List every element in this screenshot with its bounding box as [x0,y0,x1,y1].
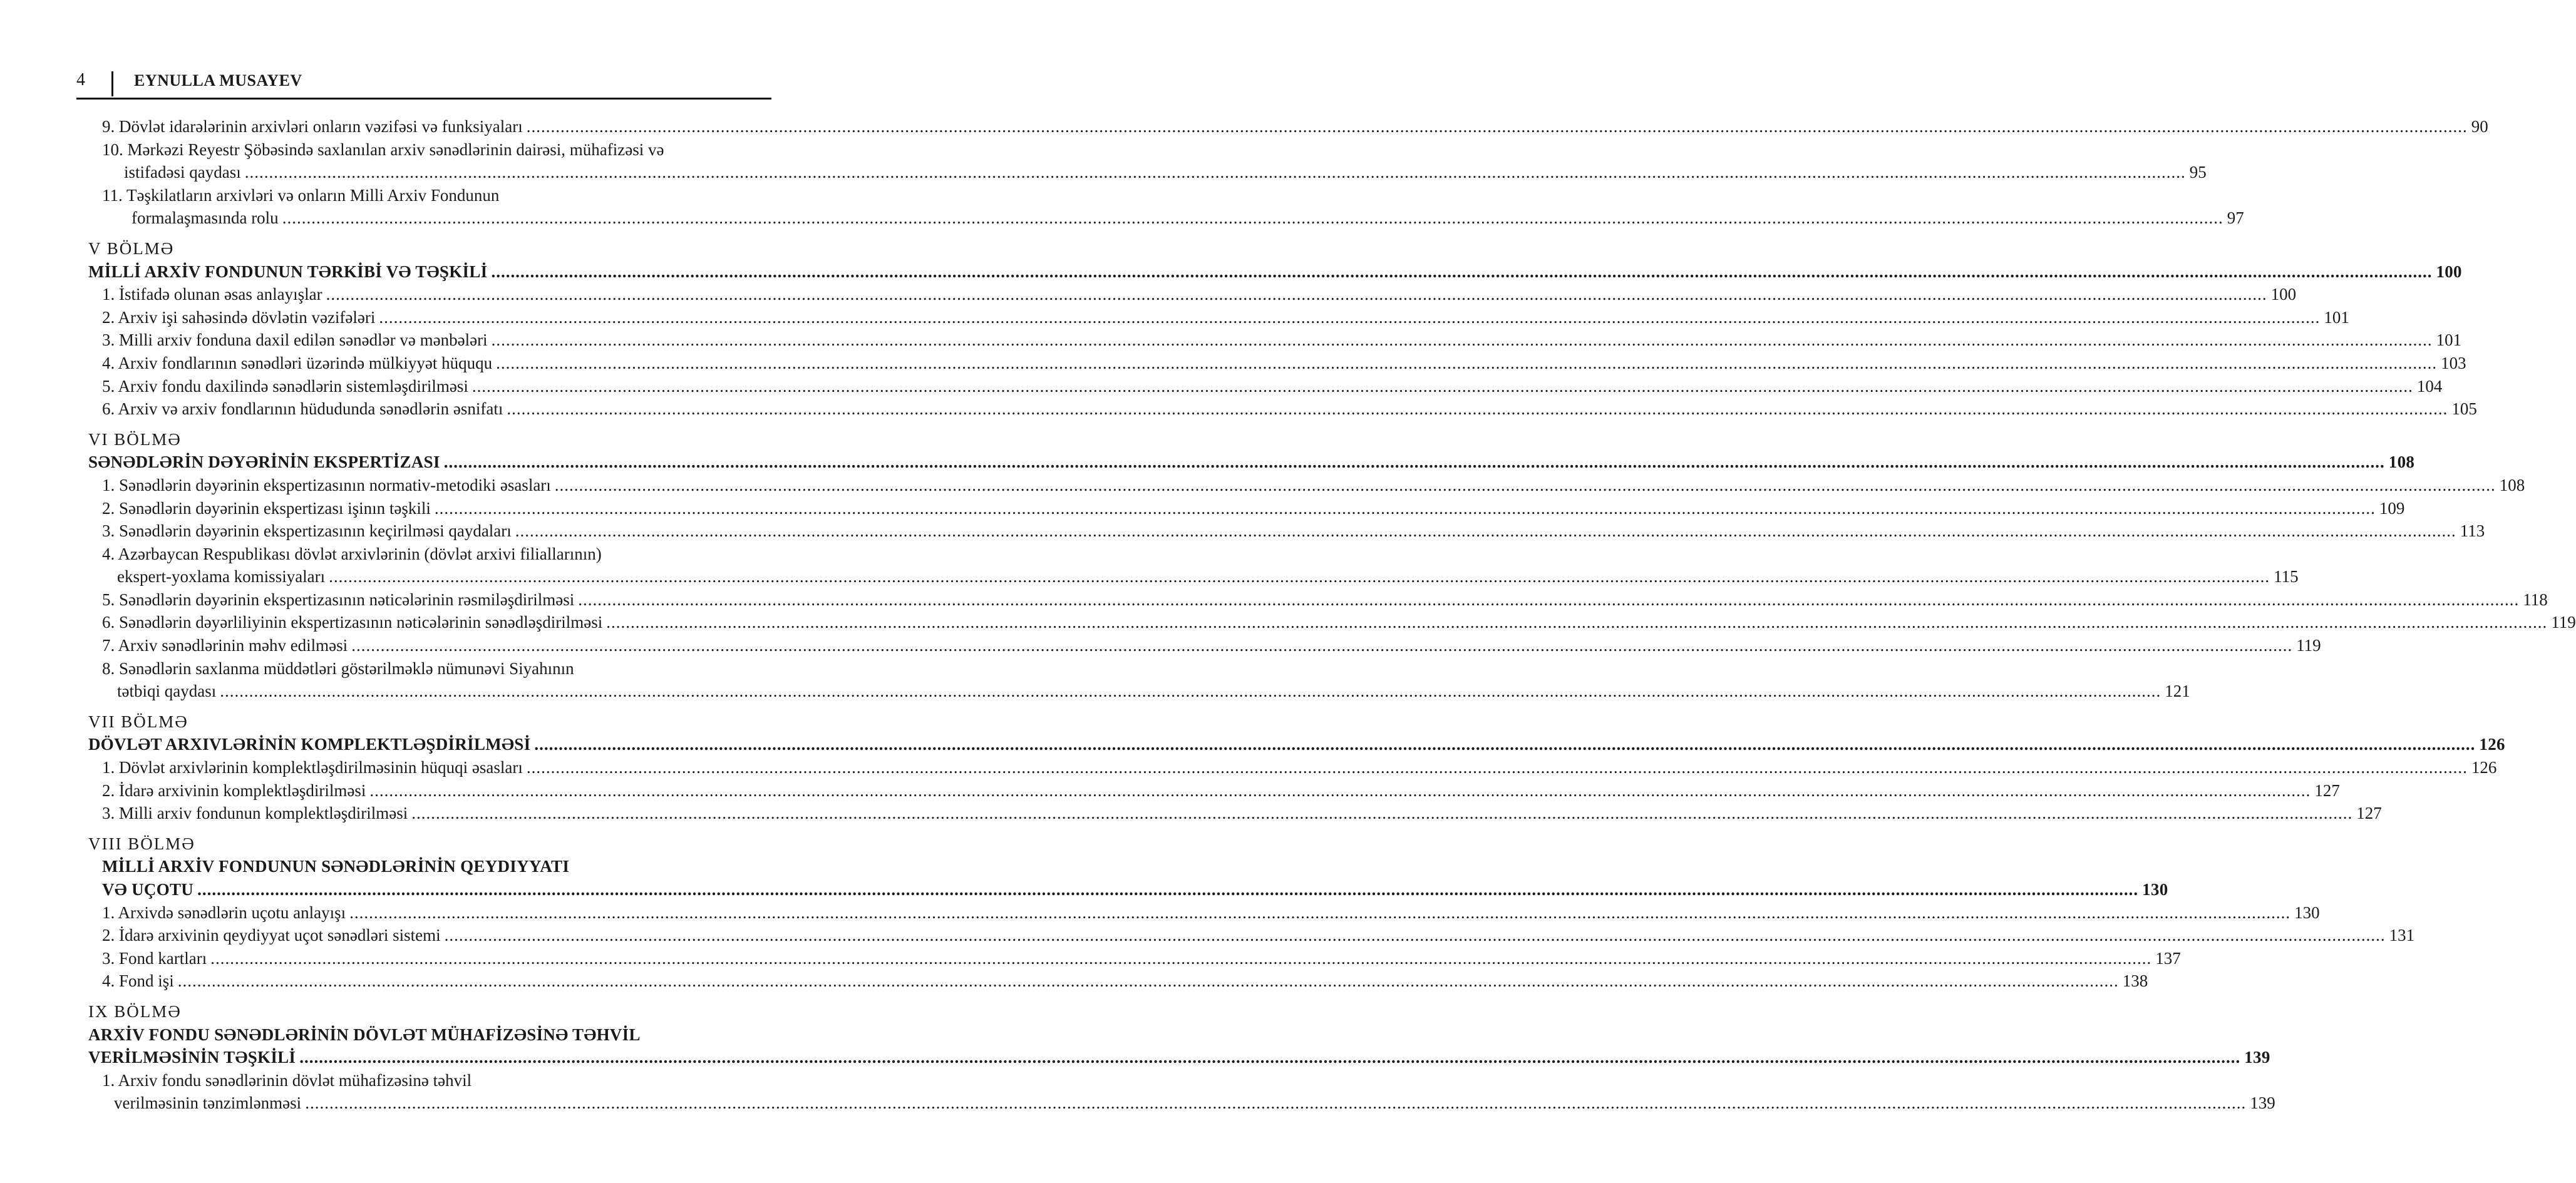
toc-page-number: 113 [2460,521,2485,541]
page-number: 4 [76,70,85,90]
toc-entry [102,634,2321,657]
toc-page-number: 95 [2189,163,2207,182]
toc-entry-line [102,1069,771,1092]
toc-entry [102,970,2148,993]
toc-entry-title: 7. Arxiv sənədlərinin məhv edilməsi [102,634,351,657]
dot-leader: ................................................................................................................................................................................................................................................................................................................................................................................................................ [526,117,2468,136]
toc-entry-title: 3. Fond kartları [102,947,210,970]
dot-leader: ................................................................................................................................................................................................................................................................................................................................................................................................................ [369,781,2311,800]
toc-page-number: 126 [2479,735,2505,754]
toc-entry-title: 6. Arxiv və arxiv fondlarının hüdudunda sənədlərin əsnifatı [102,397,507,421]
toc-page-number: 103 [2441,353,2466,372]
toc-section-title [88,733,2505,756]
dot-leader: ................................................................................................................................................................................................................................................................................................................................................................................................................ [491,262,2433,281]
section-spacer [102,421,771,428]
dot-leader: ................................................................................................................................................................................................................................................................................................................................................................................................................ [526,758,2468,777]
toc-entry [102,901,2320,924]
toc-entry [102,329,2462,352]
toc-entry-title: 2. Arxiv işi sahəsində dövlətin vəzifələri [102,306,379,329]
toc-page-number: 130 [2294,903,2320,922]
toc-page-number: 105 [2451,399,2477,419]
section-label [88,428,771,451]
dot-leader: ................................................................................................................................................................................................................................................................................................................................................................................................................ [411,804,2353,823]
toc-page-number: 108 [2388,453,2415,472]
toc-entry [102,497,2405,520]
toc-entry-title: VƏ UÇOTU [102,878,197,901]
toc-entry [102,802,2382,825]
dot-leader: ................................................................................................................................................................................................................................................................................................................................................................................................................ [329,567,2270,586]
dot-leader: ................................................................................................................................................................................................................................................................................................................................................................................................................ [299,1048,2241,1067]
toc-entry-title: formalaşmasında rolu [131,207,282,230]
dot-leader: ................................................................................................................................................................................................................................................................................................................................................................................................................ [244,163,2186,182]
section-spacer [102,703,771,710]
toc-entry-title: 4. Fond işi [102,970,178,993]
dot-leader: ................................................................................................................................................................................................................................................................................................................................................................................................................ [210,948,2152,968]
toc-page-number: 127 [2314,781,2340,800]
toc-entry [102,115,2488,138]
dot-leader: ................................................................................................................................................................................................................................................................................................................................................................................................................ [349,903,2291,922]
toc-section-title-text: MİLLİ ARXİV FONDUNUN SƏNƏDLƏRİNİN QEYDIYYATI [102,857,570,876]
section-spacer [102,825,771,832]
toc-entry [102,611,2576,634]
dot-leader: ................................................................................................................................................................................................................................................................................................................................................................................................................ [443,453,2385,472]
section-label [88,237,771,260]
toc-section-title-line [88,1023,771,1047]
toc-entry-title: 3. Milli arxiv fonduna daxil edilən sənədlər və mənbələri [102,329,492,352]
toc-page-number: 119 [2296,636,2321,655]
toc-entry-title: istifadəsi qaydası [124,161,245,184]
toc-entry [102,520,2485,543]
toc-entry-title: 1. Arxivdə sənədlərin uçotu anlayışı [102,901,349,924]
toc-entry [102,283,2297,306]
table-of-contents [88,115,2576,1115]
dot-leader: ................................................................................................................................................................................................................................................................................................................................................................................................................ [197,880,2139,899]
toc-entry-title: 5. Sənədlərin dəyərinin ekspertizasının nəticələrinin rəsmiləşdirilməsi [102,588,578,612]
section-label [88,1000,771,1023]
toc-entry-text: 10. Mərkəzi Reyestr Şöbəsində saxlanılan arxiv sənədlərinin dairəsi, mühafizəsi və [102,140,664,159]
toc-entry [131,207,2244,230]
dot-leader: ................................................................................................................................................................................................................................................................................................................................................................................................................ [379,307,2321,327]
toc-page-number: 137 [2155,948,2181,968]
toc-entry-title: 1. Sənədlərin dəyərinin ekspertizasının normativ-metodiki əsasları [102,474,555,497]
toc-entry [102,947,2181,970]
toc-entry-title: DÖVLƏT ARXIVLƏRİNİN KOMPLEKTLƏŞDİRİLMƏSİ [88,733,534,756]
dot-leader: ................................................................................................................................................................................................................................................................................................................................................................................................................ [507,399,2448,419]
toc-section-title [88,260,2462,284]
toc-entry-title: 2. İdarə arxivinin qeydiyyat uçot sənədləri sistemi [102,924,445,947]
section-label-text: IX BÖLMƏ [88,1001,182,1021]
dot-leader: ................................................................................................................................................................................................................................................................................................................................................................................................................ [554,475,2496,494]
dot-leader: ................................................................................................................................................................................................................................................................................................................................................................................................................ [491,330,2433,350]
toc-entry-title: ekspert-yoxlama komissiyaları [117,565,329,588]
toc-entry-title: SƏNƏDLƏRİN DƏYƏRİNİN EKSPERTİZASI [88,451,444,474]
dot-leader: ................................................................................................................................................................................................................................................................................................................................................................................................................ [434,498,2376,518]
section-spacer [102,230,771,237]
toc-entry-title: 9. Dövlət idarələrinin arxivləri onların vəzifəsi və funksiyaları [102,115,527,138]
dot-leader: ................................................................................................................................................................................................................................................................................................................................................................................................................ [351,636,2293,655]
section-label-text: V BÖLMƏ [88,238,175,258]
section-label-text: VII BÖLMƏ [88,712,188,731]
toc-entry [102,474,2525,497]
toc-entry [102,756,2497,779]
toc-entry-line [102,184,771,207]
dot-leader: ................................................................................................................................................................................................................................................................................................................................................................................................................ [578,590,2520,609]
toc-entry-text: 11. Təşkilatların arxivləri və onların Milli Arxiv Fondunun [102,185,500,205]
toc-entry [102,306,2349,329]
toc-page-number: 104 [2416,376,2443,396]
toc-entry-title: 1. İstifadə olunan əsas anlayışlar [102,283,326,306]
toc-entry-line [102,138,771,161]
toc-entry [102,588,2548,612]
toc-entry [124,161,2207,184]
dot-leader: ................................................................................................................................................................................................................................................................................................................................................................................................................ [471,376,2413,396]
toc-entry-title: 4. Arxiv fondlarının sənədləri üzərində mülkiyyət hüququ [102,352,496,375]
header-divider [111,71,113,96]
toc-page-number: 90 [2471,117,2488,136]
toc-page-number: 109 [2379,498,2405,518]
toc-section-title-line [102,855,771,878]
toc-entry [102,924,2415,947]
toc-entry [117,565,2299,588]
toc-page-number: 138 [2122,971,2148,991]
toc-entry-text: 8. Sənədlərin saxlanma müddətləri göstərilməklə nümunəvi Siyahının [102,658,574,678]
toc-section-title [88,451,2415,474]
toc-entry-title: 1. Dövlət arxivlərinin komplektləşdirilməsinin hüquqi əsasları [102,756,527,779]
toc-page-number: 131 [2389,926,2415,945]
toc-page-number: 121 [2165,682,2190,701]
toc-entry-title: 5. Arxiv fondu daxilində sənədlərin sistemləşdirilməsi [102,375,472,398]
toc-entry-title: 6. Sənədlərin dəyərliliyinin ekspertizasının nəticələrinin sənədləşdirilməsi [102,611,606,634]
dot-leader: ................................................................................................................................................................................................................................................................................................................................................................................................................ [444,926,2386,945]
toc-entry-text: 1. Arxiv fondu sənədlərinin dövlət mühafizəsinə təhvil [102,1070,472,1090]
toc-entry-title: VERİLMƏSİNİN TƏŞKİLİ [88,1046,299,1069]
dot-leader: ................................................................................................................................................................................................................................................................................................................................................................................................................ [326,285,2267,304]
toc-page-number: 115 [2274,567,2299,586]
section-label-text: VI BÖLMƏ [88,429,182,449]
dot-leader: ................................................................................................................................................................................................................................................................................................................................................................................................................ [305,1093,2247,1113]
toc-page-number: 130 [2142,880,2168,899]
toc-entry-title: 3. Milli arxiv fondunun komplektləşdirilməsi [102,802,411,825]
toc-page-number: 127 [2356,804,2382,823]
toc-page-number: 118 [2523,590,2548,609]
toc-entry-title: verilməsinin tənzimlənməsi [114,1092,305,1115]
section-spacer [102,993,771,1000]
toc-page-number: 108 [2499,475,2525,494]
toc-section-title [88,1046,2270,1069]
toc-entry-title: MİLLİ ARXİV FONDUNUN TƏRKİBİ VƏ TƏŞKİLİ [88,260,491,284]
toc-entry-title: tətbiqi qaydası [117,680,220,703]
toc-page-number: 119 [2551,613,2576,632]
section-label [88,710,771,734]
dot-leader: ................................................................................................................................................................................................................................................................................................................................................................................................................ [177,971,2119,991]
toc-page-number: 101 [2324,307,2349,327]
toc-section-title [102,878,2168,901]
toc-entry [102,375,2443,398]
dot-leader: ................................................................................................................................................................................................................................................................................................................................................................................................................ [606,613,2548,632]
toc-entry-text: 4. Azərbaycan Respublikası dövlət arxivlərinin (dövlət arxivi filiallarının) [102,544,602,563]
toc-entry [102,397,2477,421]
toc-entry [102,779,2340,802]
page-header [76,70,771,100]
toc-entry [114,1092,2275,1115]
running-head-author: EYNULLA MUSAYEV [134,71,302,90]
toc-entry-title: 2. İdarə arxivinin komplektləşdirilməsi [102,779,369,802]
toc-page-number: 97 [2227,208,2244,228]
dot-leader: ................................................................................................................................................................................................................................................................................................................................................................................................................ [496,353,2438,372]
toc-page-number: 100 [2436,262,2462,281]
dot-leader: ................................................................................................................................................................................................................................................................................................................................................................................................................ [515,521,2456,541]
section-label [88,832,771,856]
toc-entry [102,352,2466,375]
toc-page-number: 126 [2471,758,2497,777]
toc-entry-line [102,657,771,680]
toc-entry [117,680,2190,703]
toc-entry-title: 3. Sənədlərin dəyərinin ekspertizasının keçirilməsi qaydaları [102,520,515,543]
toc-entry-line [102,543,771,566]
toc-page-number: 100 [2270,285,2297,304]
dot-leader: ................................................................................................................................................................................................................................................................................................................................................................................................................ [534,735,2476,754]
section-label-text: VIII BÖLMƏ [88,834,195,853]
toc-entry-title: 2. Sənədlərin dəyərinin ekspertizası işinın təşkili [102,497,435,520]
toc-page-number: 139 [2250,1093,2275,1113]
dot-leader: ................................................................................................................................................................................................................................................................................................................................................................................................................ [282,208,2223,228]
dot-leader: ................................................................................................................................................................................................................................................................................................................................................................................................................ [220,682,2161,701]
toc-page-number: 139 [2244,1048,2270,1067]
toc-page-number: 101 [2436,330,2462,350]
toc-section-title-text: ARXİV FONDU SƏNƏDLƏRİNİN DÖVLƏT MÜHAFİZƏSİNƏ TƏHVİL [88,1025,641,1044]
